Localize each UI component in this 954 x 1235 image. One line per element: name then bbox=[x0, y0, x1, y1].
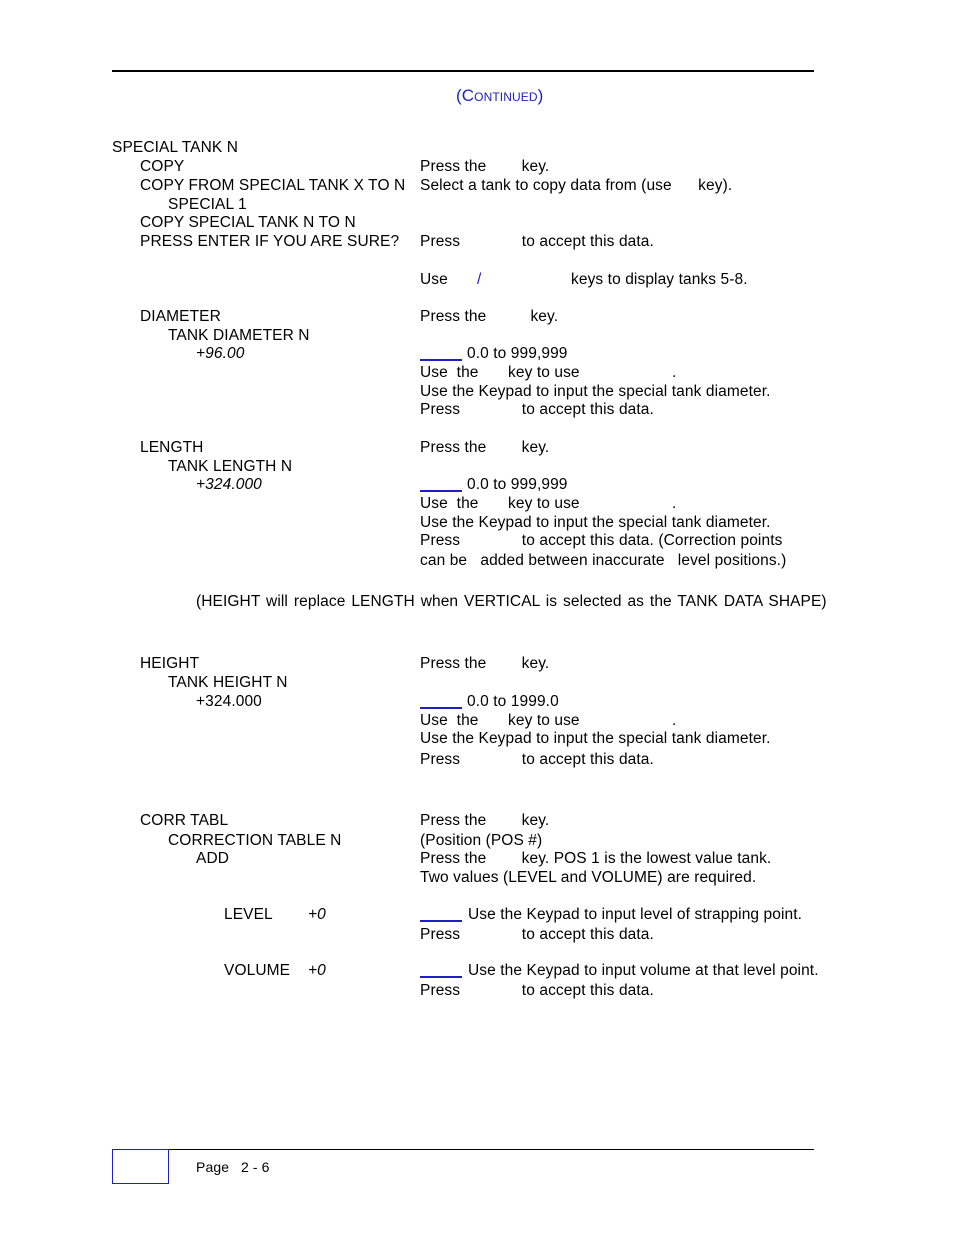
copy-accept-desc: Press to accept this data. bbox=[420, 233, 654, 250]
special-1-label: SPECIAL 1 bbox=[168, 196, 247, 213]
height-note: (HEIGHT will replace LENGTH when VERTICAL is selected as the TANK DATA SHAPE) bbox=[196, 593, 827, 610]
diameter-use-c: . bbox=[672, 364, 677, 381]
volume-desc: Use the Keypad to input volume at that level point. bbox=[468, 962, 819, 979]
page-label: Page bbox=[196, 1159, 230, 1175]
length-label: LENGTH bbox=[140, 439, 204, 456]
level-value: +0 bbox=[308, 906, 326, 923]
length-range: 0.0 to 999,999 bbox=[467, 476, 568, 493]
length-desc: Press the key. bbox=[420, 439, 550, 456]
position-desc: (Position (POS #) bbox=[420, 832, 543, 849]
diameter-value: +96.00 bbox=[196, 345, 245, 362]
continued-heading bbox=[456, 87, 543, 106]
diameter-label: DIAMETER bbox=[140, 308, 221, 325]
level-underline bbox=[420, 920, 462, 922]
diameter-use-a: Use the bbox=[420, 364, 479, 381]
corr-tabl-label: CORR TABL bbox=[140, 812, 229, 829]
height-range-underline bbox=[420, 707, 462, 709]
level-label: LEVEL bbox=[224, 906, 273, 923]
bottom-rule bbox=[112, 1149, 814, 1150]
copy-from-desc: Select a tank to copy data from (use key). bbox=[420, 177, 733, 194]
height-use-a: Use the bbox=[420, 712, 479, 729]
height-use-b: key to use bbox=[508, 712, 580, 729]
continued-open: (C bbox=[456, 86, 475, 105]
height-accept: Press to accept this data. bbox=[420, 751, 654, 768]
tank-height-label: TANK HEIGHT N bbox=[168, 674, 288, 691]
volume-label: VOLUME bbox=[224, 962, 291, 979]
copy-label: COPY bbox=[140, 158, 185, 175]
copy-desc: Press the key. bbox=[420, 158, 550, 175]
correction-table-label: CORRECTION TABLE N bbox=[168, 832, 342, 849]
keys-display-desc: keys to display tanks 5-8. bbox=[571, 271, 748, 288]
diameter-keypad: Use the Keypad to input the special tank diameter. bbox=[420, 383, 771, 400]
diameter-range: 0.0 to 999,999 bbox=[467, 345, 568, 362]
height-value: +324.000 bbox=[196, 693, 262, 710]
top-rule bbox=[112, 70, 814, 72]
continued-rest: ONTINUED bbox=[474, 90, 538, 104]
two-values-desc: Two values (LEVEL and VOLUME) are required. bbox=[420, 869, 757, 886]
volume-value: +0 bbox=[308, 962, 326, 979]
copy-from-label: COPY FROM SPECIAL TANK X TO N bbox=[140, 177, 406, 194]
diameter-use-b: key to use bbox=[508, 364, 580, 381]
length-value: +324.000 bbox=[196, 476, 262, 493]
corr-tabl-desc: Press the key. bbox=[420, 812, 550, 829]
add-desc: Press the key. POS 1 is the lowest value tank. bbox=[420, 850, 772, 867]
volume-underline bbox=[420, 976, 462, 978]
length-use-c: . bbox=[672, 495, 677, 512]
height-label: HEIGHT bbox=[140, 655, 200, 672]
height-keypad: Use the Keypad to input the special tank diameter. bbox=[420, 730, 771, 747]
continued-close: ) bbox=[537, 86, 544, 105]
height-range: 0.0 to 1999.0 bbox=[467, 693, 559, 710]
length-use-b: key to use bbox=[508, 495, 580, 512]
length-can-be: can be added between inaccurate level positions.) bbox=[420, 552, 787, 569]
copy-special-label: COPY SPECIAL TANK N TO N bbox=[140, 214, 356, 231]
press-enter-label: PRESS ENTER IF YOU ARE SURE? bbox=[140, 233, 400, 250]
level-desc: Use the Keypad to input level of strapping point. bbox=[468, 906, 803, 923]
use-label: Use bbox=[420, 271, 448, 288]
page-corner-box bbox=[112, 1149, 169, 1184]
volume-accept: Press to accept this data. bbox=[420, 982, 654, 999]
diameter-desc: Press the key. bbox=[420, 308, 559, 325]
page-number: 2 - 6 bbox=[241, 1159, 270, 1175]
length-use-a: Use the bbox=[420, 495, 479, 512]
length-range-underline bbox=[420, 490, 462, 492]
height-use-c: . bbox=[672, 712, 677, 729]
special-tank-heading: SPECIAL TANK N bbox=[112, 139, 239, 156]
tank-diameter-label: TANK DIAMETER N bbox=[168, 327, 310, 344]
add-label: ADD bbox=[196, 850, 230, 867]
tank-length-label: TANK LENGTH N bbox=[168, 458, 293, 475]
length-keypad: Use the Keypad to input the special tank diameter. bbox=[420, 514, 771, 531]
height-desc: Press the key. bbox=[420, 655, 550, 672]
diameter-accept: Press to accept this data. bbox=[420, 401, 654, 418]
slash-glyph: / bbox=[477, 271, 482, 288]
level-accept: Press to accept this data. bbox=[420, 926, 654, 943]
length-accept: Press to accept this data. (Correction points bbox=[420, 532, 783, 549]
diameter-range-underline bbox=[420, 359, 462, 361]
